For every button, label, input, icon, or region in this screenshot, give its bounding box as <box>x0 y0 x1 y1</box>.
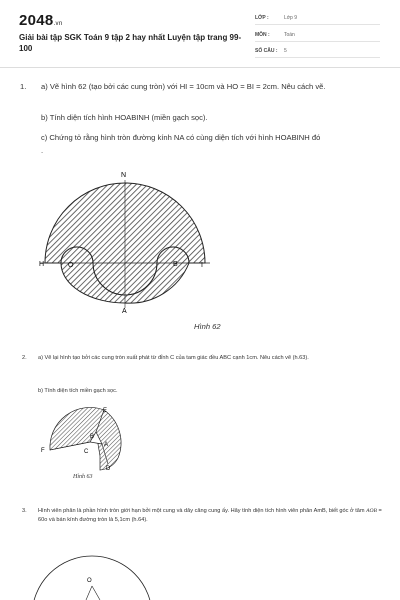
label-b: B <box>173 261 178 268</box>
label-i: I <box>201 262 203 269</box>
question-3-text <box>38 507 383 525</box>
question-1-dot: . <box>41 146 44 155</box>
meta-value: Toán <box>284 32 295 38</box>
label-d: D <box>106 466 111 472</box>
circle-outline <box>32 556 152 600</box>
question-3-text-part-2: và bán kính đường tròn là 5,1cm (h.64). <box>48 517 148 523</box>
label-o: O <box>68 262 74 269</box>
question-number: 3. <box>22 508 27 514</box>
header-divider <box>0 67 400 68</box>
label-a: A <box>122 308 127 315</box>
question-2-text: a) Vẽ lại hình tạo bởi các cung tròn xuất phát từ đỉnh C của tam giác đều ABC cạnh 1cm. Nêu cách vẽ (h.63). <box>38 355 309 361</box>
meta-row-class <box>255 11 380 25</box>
meta-value: Lớp 9 <box>284 15 298 21</box>
label-f: F <box>41 448 45 454</box>
site-logo[interactable]: 2048.vn <box>19 12 63 29</box>
label-a: A <box>104 442 109 448</box>
question-3-text-part-1: Hình viên phân là phần hình tròn giới hạn bởi một cung và dây căng cung ấy. Hãy tính diện tích hình viên phân AmB, biết góc ở tâm <box>38 508 365 514</box>
page-header <box>0 0 400 64</box>
page-title: Giải bài tập SGK Toán 9 tập 2 hay nhất Luyện tập trang 99-100 <box>19 33 242 53</box>
question-2-part-b: b) Tính diện tích miền gạch sọc. <box>38 388 118 394</box>
radius-line <box>92 586 100 600</box>
meta-key: MÔN : <box>255 32 270 38</box>
label-o: O <box>87 578 92 584</box>
question-number: 1. <box>20 82 27 91</box>
label-e: E <box>103 408 108 414</box>
figure-63 <box>38 402 138 482</box>
meta-row-count <box>255 44 380 58</box>
label-b: B <box>90 434 95 440</box>
label-n: N <box>121 172 127 179</box>
label-h: H <box>39 261 45 268</box>
meta-key: LỚP : <box>255 15 269 21</box>
hatched-arc-region-left <box>50 407 104 450</box>
question-1-part-a: a) Vẽ hình 62 (tạo bởi các cung tròn) với HI = 10cm và HO = BI = 2cm. Nêu cách vẽ. <box>41 82 326 91</box>
meta-value: 5 <box>284 48 287 54</box>
question-1-part-b: b) Tính diện tích hình HOABINH (miền gạch sọc). <box>41 113 208 122</box>
radius-line <box>86 586 92 600</box>
question-1-part-c: c) Chứng tỏ rằng hình tròn đường kính NA có cùng diện tích với hình HOABINH đó <box>41 133 321 142</box>
figure-62-caption: Hình 62 <box>194 322 221 331</box>
figure-62 <box>30 160 220 320</box>
figure-64 <box>30 538 160 600</box>
equals-sign: = <box>378 508 382 514</box>
meta-row-subject <box>255 28 380 42</box>
angle-name: AOB <box>366 508 377 514</box>
angle-value: 60o <box>38 517 48 523</box>
figure-63-caption: Hình 63 <box>73 474 93 480</box>
label-c: C <box>84 449 89 455</box>
question-number: 2. <box>22 355 27 361</box>
meta-key: SỐ CÂU : <box>255 48 278 54</box>
